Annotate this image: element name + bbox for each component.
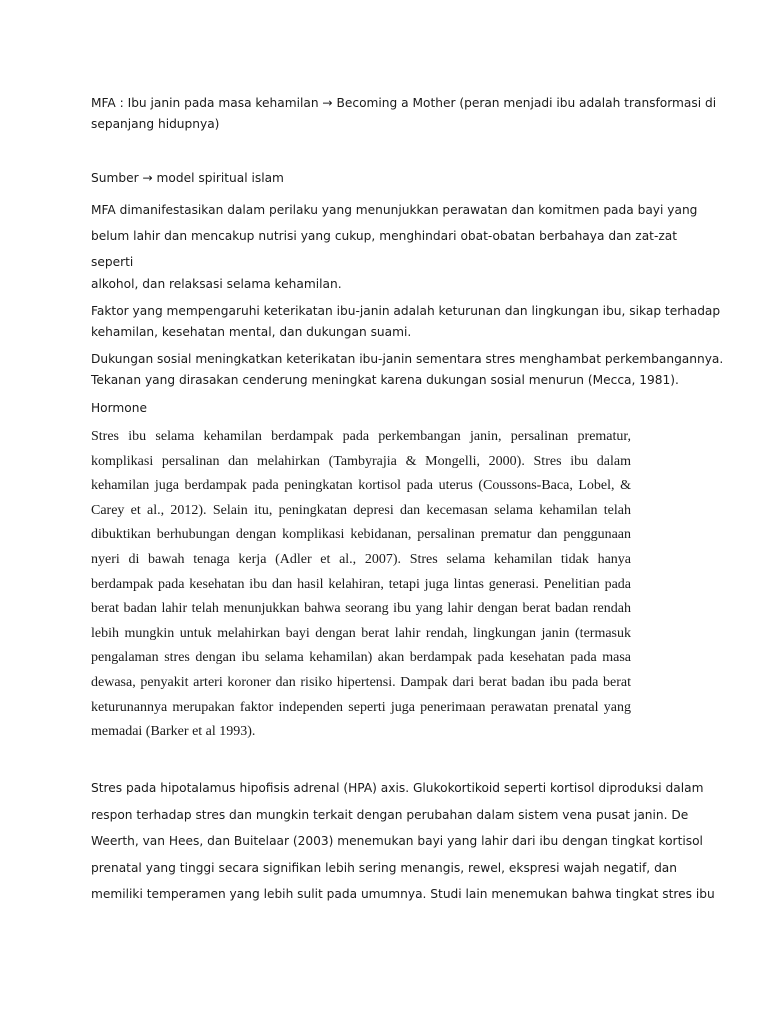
text-line: kehamilan, kesehatan mental, dan dukungan suami. <box>91 324 412 339</box>
text-line: Carey et al., 2012). Selain itu, peningkatan depresi dan kecemasan selama kehamilan telah <box>91 502 631 518</box>
paragraph-mfa-manifest <box>91 197 698 293</box>
text-line: Tekanan yang dirasakan cenderung meningkat karena dukungan sosial menurun (Mecca, 1981). <box>91 372 679 387</box>
paragraph-sumber <box>91 168 284 189</box>
text-line: Hormone <box>91 401 147 415</box>
section-heading-hormone <box>91 398 147 419</box>
text-line: dibuktikan berhubungan dengan komplikasi kebidanan, persalinan prematur dan penggunaan <box>91 527 631 543</box>
text-line: Stres ibu selama kehamilan berdampak pada perkembangan janin, persalinan prematur, <box>91 429 631 444</box>
text-line: memadai (Barker et al 1993). <box>91 724 256 740</box>
text-line: keturunannya merupakan faktor independen seperti juga penerimaan perawatan prenatal yang <box>91 699 631 715</box>
text-line: Faktor yang mempengaruhi keterikatan ibu-janin adalah keturunan dan lingkungan ibu, sikap terhadap <box>91 304 721 318</box>
paragraph-stres-ibu <box>91 425 631 745</box>
text-line: respon terhadap stres dan mungkin terkait dengan perubahan dalam sistem vena pusat janin. De <box>91 807 689 822</box>
text-line: MFA dimanifestasikan dalam perilaku yang menunjukkan perawatan dan komitmen pada bayi yang <box>91 203 698 217</box>
text-line: belum lahir dan mencakup nutrisi yang cukup, menghindari obat-obatan berbahaya dan zat-zat <box>91 229 677 243</box>
paragraph-faktor <box>91 301 721 342</box>
paragraph-dukungan <box>91 349 724 390</box>
text-line: komplikasi persalinan dan melahirkan (Tambyrajia & Mongelli, 2000). Stres ibu dalam <box>91 453 631 469</box>
text-line: memiliki temperamen yang lebih sulit pada umumnya. Studi lain menemukan bahwa tingkat stres ibu <box>91 887 715 902</box>
paragraph-hpa-axis <box>91 775 715 908</box>
text-line: berdampak pada kesehatan ibu dan hasil kelahiran, tetapi juga lintas generasi. Penelitian pada <box>91 576 631 592</box>
text-line: Sumber → model spiritual islam <box>91 171 284 185</box>
text-line: kehamilan juga berdampak pada peningkatan kortisol pada uterus (Coussons-Baca, Lobel, & <box>91 478 631 494</box>
text-line: berat badan lahir telah menunjukkan bahwa seorang ibu yang lahir dengan berat badan rendah <box>91 601 631 617</box>
text-line: sepanjang hidupnya) <box>91 116 220 131</box>
text-line: nyeri di bawah tenaga kerja (Adler et al., 2007). Stres selama kehamilan tidak hanya <box>91 551 631 567</box>
text-line: Stres pada hipotalamus hipofisis adrenal (HPA) axis. Glukokortikoid seperti kortisol diproduksi dalam <box>91 781 704 795</box>
text-line: alkohol, dan relaksasi selama kehamilan. <box>91 277 342 291</box>
text-line: prenatal yang tinggi secara signifikan lebih sering menangis, rewel, ekspresi wajah negatif, dan <box>91 860 677 875</box>
text-line: pengalaman stres dengan ibu selama kehamilan) akan berdampak pada kesehatan pada masa <box>91 650 631 666</box>
text-line: MFA : Ibu janin pada masa kehamilan → Becoming a Mother (peran menjadi ibu adalah transformasi di <box>91 96 717 110</box>
text-line: Dukungan sosial meningkatkan keterikatan ibu-janin sementara stres menghambat perkembangannya. <box>91 352 724 366</box>
paragraph-mfa-heading <box>91 93 717 134</box>
text-line: seperti <box>91 255 134 269</box>
text-line: dewasa, penyakit arteri koroner dan risiko hipertensi. Dampak dari berat badan ibu pada berat <box>91 674 631 690</box>
text-line: lebih mungkin untuk melahirkan bayi dengan berat lahir rendah, lingkungan janin (termasuk <box>91 625 631 641</box>
text-line: Weerth, van Hees, dan Buitelaar (2003) menemukan bayi yang lahir dari ibu dengan tingkat kortisol <box>91 834 703 849</box>
